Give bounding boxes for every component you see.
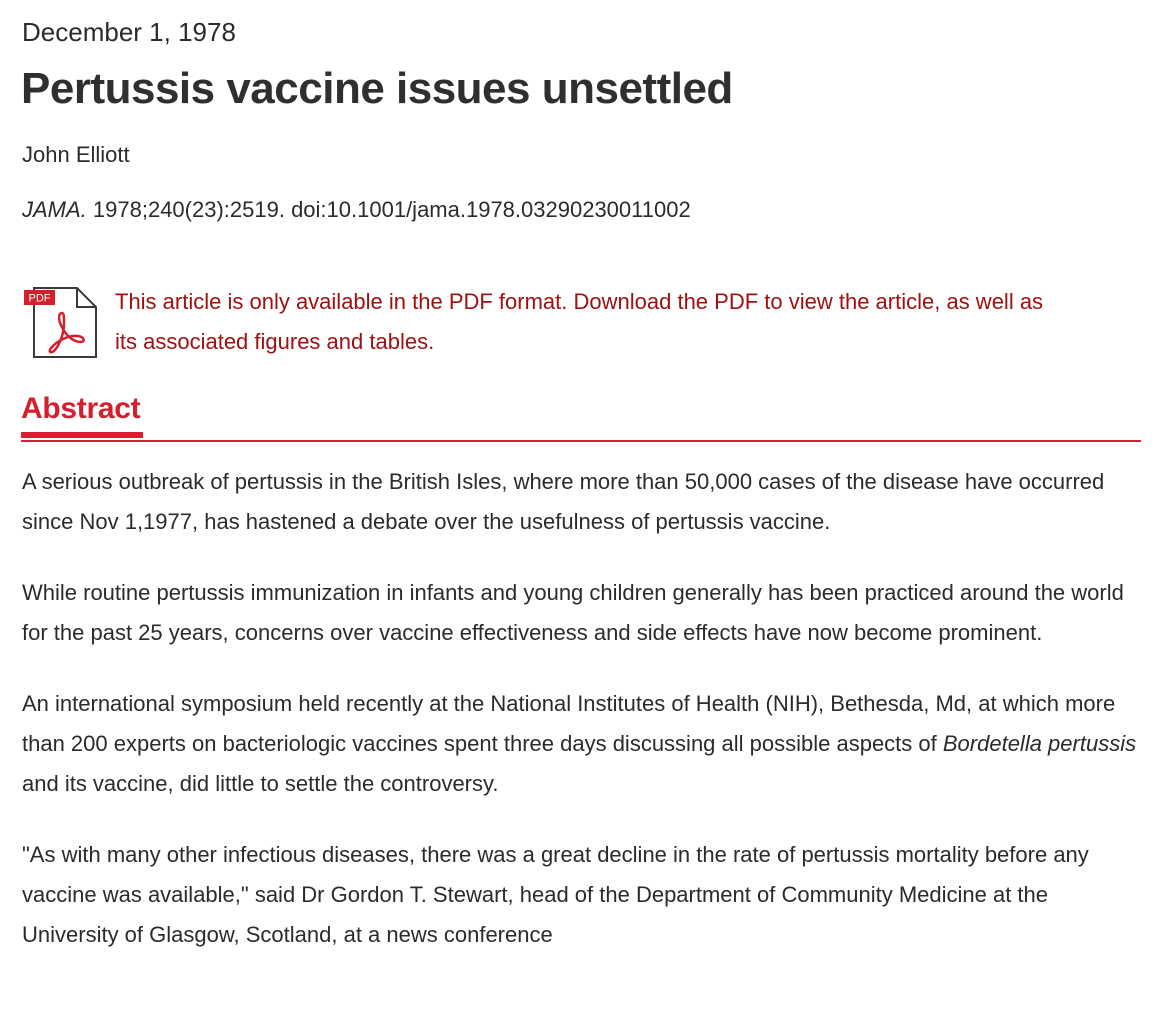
abstract-paragraph-3 (22, 684, 1144, 804)
abstract-heading-underline (21, 432, 143, 438)
abstract-paragraph-1: A serious outbreak of pertussis in the British Isles, where more than 50,000 cases of the disease have occurred since Nov 1,1977, has hastened a debate over the usefulness of pertussis vaccine. (22, 469, 1105, 534)
species-name: Bordetella pertussis (942, 731, 1137, 756)
pdf-notice[interactable] (22, 282, 1144, 362)
pdf-file-icon[interactable] (22, 285, 102, 361)
abstract-p3-text-before: An international symposium held recently at the National Institutes of Health (NIH), Bethesda, Md, at which more than 200 experts on bacteriologic vaccines spent three days discussing all possible aspects of (22, 691, 1116, 756)
citation-details: 1978;240(23):2519. doi:10.1001/jama.1978.03290230011002 (86, 197, 691, 222)
pdf-notice-text[interactable] (115, 282, 1145, 362)
pdf-badge-text: PDF (28, 292, 51, 305)
abstract-body (22, 462, 1144, 986)
abstract-heading: Abstract (21, 392, 141, 425)
abstract-paragraph-4: "As with many other infectious diseases, there was a great decline in the rate of pertussis mortality before any vaccine was available," said Dr Gordon T. Stewart, head of the Department of Community Medicine at the University of Glasgow, Scotland, at a news conference (22, 842, 1089, 947)
citation (22, 197, 691, 223)
abstract-paragraph-2: While routine pertussis immunization in infants and young children generally has been practiced around the world for the past 25 years, concerns over vaccine effectiveness and side effects have now become prominent. (22, 580, 1124, 645)
publication-date: December 1, 1978 (22, 17, 236, 47)
author-link[interactable]: John Elliott (22, 142, 130, 167)
abstract-divider (21, 440, 1141, 442)
pdf-notice-line2[interactable]: its associated figures and tables. (115, 329, 435, 354)
abstract-p3-text-after: and its vaccine, did little to settle the controversy. (22, 771, 499, 796)
article-title: Pertussis vaccine issues unsettled (21, 64, 733, 113)
journal-name: JAMA. (22, 197, 87, 222)
pdf-notice-line1[interactable]: This article is only available in the PDF format. Download the PDF to view the article, as well as (115, 289, 1044, 314)
